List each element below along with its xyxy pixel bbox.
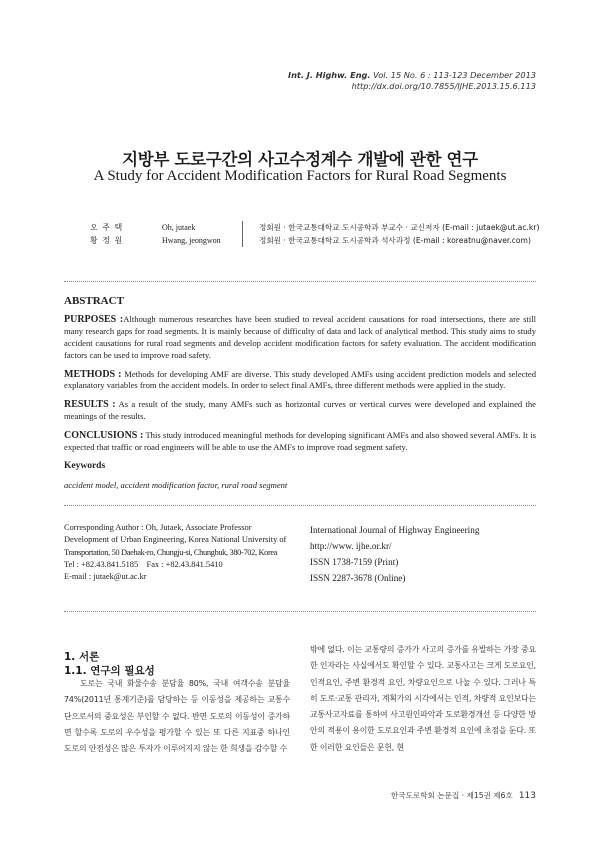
issn-online: ISSN 2287-3678 (Online) <box>310 573 406 583</box>
author-name-korean: 오 주 택 <box>90 223 124 232</box>
purposes-label: PURPOSES : <box>64 313 124 325</box>
corr-line: Tel : +82.43.841.5185 Fax : +82.43.841.5410 <box>64 559 223 569</box>
abstract-purposes <box>64 314 536 362</box>
issn-print: ISSN 1738-7159 (Print) <box>310 557 399 567</box>
corresponding-author-info <box>64 522 289 583</box>
purposes-text: Although numerous researches have been studied to reveal accident causations for road intersections, there are still many research gaps for road segments. It is mainly because of difficulty of data and lack of analytical method. This study aims to study accident causations for rural road segments and develop accident modification factors for safety evaluation. The accident modification factors can be used to improve road safety. <box>64 313 536 360</box>
section-heading: 1. 서론 <box>64 651 100 663</box>
abstract-heading: ABSTRACT <box>64 295 124 307</box>
page-number: 113 <box>518 791 536 801</box>
results-label: RESULTS : <box>64 399 116 411</box>
body-text-left-column: 도로는 국내 화물수송 분담율 80%, 국내 여객수송 분담율 74%(2011년 통계기준)를 담당하는 등 이동성을 제공하는 교통수단으로서의 중요성은 부인할 수 없다. 반면 도로의 이동성이 증가하면 할수록 도로의 우수성을 평가할 수 있는 또 다른 지표중 하나인 도로의 안전성은 많은 투자가 이루어지지 않는 한 희생을 감수할 수 <box>64 679 290 754</box>
footer-journal-name: 한국도로학회 논문집 · 제15권 제6호 <box>390 791 513 800</box>
doi-link[interactable]: http://dx.doi.org/10.7855/IJHE.2013.15.6.113 <box>351 81 536 91</box>
methods-label: METHODS : <box>64 368 122 380</box>
journal-header <box>288 70 536 92</box>
results-text: As a result of the study, many AMFs such as horizontal curves or vertical curves were developed and explained the meanings of the results. <box>64 399 536 422</box>
corr-line: Transportation, 50 Daehak-ro, Chungju-si, Chungbuk, 380-702, Korea <box>64 547 278 557</box>
corr-line: Development of Urban Engineering, Korea National University of <box>64 535 287 545</box>
page-footer <box>391 790 536 801</box>
corr-line: Corresponding Author : Oh, Jutaek, Associate Professor <box>64 523 252 532</box>
divider-dotted <box>64 611 536 612</box>
author-affiliation: 정회원 · 한국교통대학교 도시공학과 부교수 · 교신저자 (E-mail : jutaek@ut.ac.kr) <box>259 223 540 232</box>
abstract-results <box>64 399 536 423</box>
author-name-korean: 황 정 원 <box>90 236 124 245</box>
author-affiliation: 정회원 · 한국교통대학교 도시공학과 석사과정 (E-mail : koreatnu@naver.com) <box>259 236 531 245</box>
author-name-english: Oh, jutaek <box>162 223 196 232</box>
conclusions-text: This study introduced meaningful methods for developing significant AMFs and also showed several AMFs. It is expected that traffic or road engineers will be able to use the AMFs to improve road segment safety. <box>64 430 536 453</box>
abstract-methods <box>64 369 536 393</box>
abstract-block <box>64 296 536 499</box>
divider-dotted <box>64 281 536 282</box>
title-korean: 지방부 도로구간의 사고수정계수 개발에 관한 연구 <box>122 150 478 169</box>
author-name-english: Hwang, jeongwon <box>162 236 221 245</box>
abstract-conclusions <box>64 430 536 454</box>
journal-name: International Journal of Highway Engineering <box>310 525 480 535</box>
keywords-heading: Keywords <box>64 460 106 471</box>
corr-email: E-mail : jutaek@ut.ac.kr <box>64 572 147 582</box>
title-english: A Study for Accident Modification Factors for Rural Road Segments <box>93 168 507 184</box>
author-divider <box>242 221 253 234</box>
conclusions-label: CONCLUSIONS : <box>64 430 144 442</box>
author-row <box>0 234 539 247</box>
journal-info-box <box>310 522 479 586</box>
author-list <box>0 221 539 247</box>
keywords-list: accident model, accident modification factor, rural road segment <box>64 479 288 490</box>
author-divider <box>242 234 253 247</box>
divider-dotted <box>64 505 536 506</box>
methods-text: Methods for developing AMF are diverse. This study developed AMFs using accident prediction models and selected explanatory variables from the accident models. In order to select final AMFs, three different methods were applied in the study. <box>64 368 537 391</box>
body-text-right-column: 밖에 없다. 이는 교통량의 증가가 사고의 증가를 유발하는 가장 중요한 인자라는 사실에서도 확인할 수 있다. 교통사고는 크게 도로요인, 인적요인, 주변 환경적 요인, 차량요인으로 나눌 수 있다. 그러나 특히 도로·교통 관리자, 계획가의 시각에서는 인적, 차량적 요인보다는 교통사고자료를 통하여 사고원인파악과 도로환경개선 등 다양한 방안의 적용이 용이한 도로요인과 주변 환경적 요인에 초점을 둔다. 또한 이러한 요인들은 문헌, 현 <box>310 645 536 752</box>
journal-abbreviation: Int. J. Highw. Eng. <box>288 70 371 80</box>
subsection-heading: 1.1. 연구의 필요성 <box>64 665 155 677</box>
journal-url[interactable]: http://www. ijhe.or.kr/ <box>310 541 392 551</box>
journal-volume-info: Vol. 15 No. 6 : 113-123 December 2013 <box>373 70 536 80</box>
author-row <box>0 221 539 234</box>
